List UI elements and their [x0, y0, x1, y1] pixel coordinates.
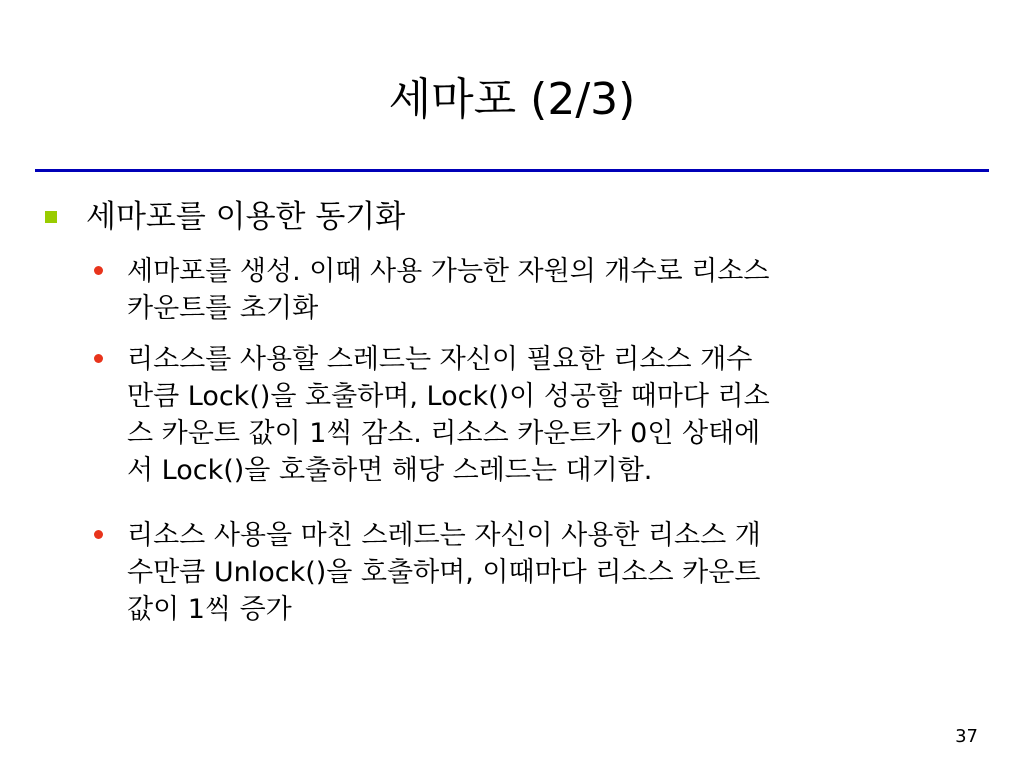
title-divider: [35, 169, 989, 172]
main-bullet-text: 세마포를 이용한 동기화: [86, 199, 406, 235]
sub-bullet-text: [127, 341, 977, 489]
sub-bullet-line: 서 Lock()을 호출하면 해당 스레드는 대기함.: [127, 455, 653, 486]
round-bullet-icon: [94, 266, 103, 275]
sub-bullet-text: [127, 253, 977, 327]
sub-bullet-line: 카운트를 초기화: [127, 293, 319, 324]
sub-bullet-line: 세마포를 생성. 이때 사용 가능한 자원의 개수로 리소스: [127, 256, 770, 287]
sub-bullet-line: 리소스 사용을 마친 스레드는 자신이 사용한 리소스 개: [127, 520, 761, 551]
square-bullet-icon: [45, 211, 57, 223]
round-bullet-icon: [94, 354, 103, 363]
sub-bullet-line: 리소스를 사용할 스레드는 자신이 필요한 리소스 개수: [127, 344, 753, 375]
sub-bullet-text: [127, 517, 977, 628]
round-bullet-icon: [94, 530, 103, 539]
sub-bullet-line: 수만큼 Unlock()을 호출하며, 이때마다 리소스 카운트: [127, 557, 761, 588]
page-number: 37: [955, 726, 978, 747]
sub-bullet-line: 만큼 Lock()을 호출하며, Lock()이 성공할 때마다 리소: [127, 381, 770, 412]
slide-title: 세마포 (2/3): [388, 74, 636, 125]
sub-bullet-line: 값이 1씩 증가: [127, 594, 292, 625]
sub-bullet-line: 스 카운트 값이 1씩 감소. 리소스 카운트가 0인 상태에: [127, 418, 761, 449]
